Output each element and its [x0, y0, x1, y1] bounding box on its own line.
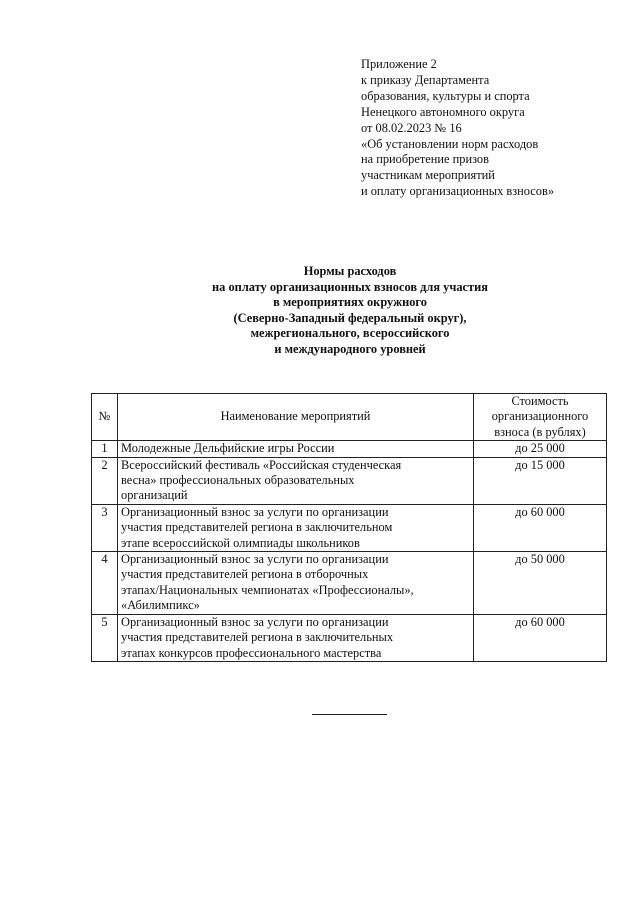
row-cost: до 15 000 [474, 457, 607, 504]
row-number: 4 [92, 552, 118, 615]
end-separator-line [312, 714, 387, 715]
header-cost-line: Стоимость [511, 394, 569, 408]
header-event-name: Наименование мероприятий [118, 394, 474, 441]
title-line: на оплату организационных взносов для участия [212, 279, 488, 294]
table-row [92, 552, 607, 615]
row-number: 3 [92, 504, 118, 551]
appendix-line: к приказу Департамента [361, 72, 490, 87]
row-event-name: Молодежные Дельфийские игры России [118, 441, 474, 457]
appendix-line: участникам мероприятий [361, 168, 495, 183]
header-cost [474, 394, 607, 441]
appendix-line: «Об установлении норм расходов [361, 136, 539, 151]
header-number: № [92, 394, 118, 441]
title-line: Нормы расходов [303, 264, 397, 278]
appendix-line: на приобретение призов [361, 152, 489, 167]
table-row [92, 504, 607, 551]
row-number: 1 [92, 441, 118, 457]
row-cost: до 25 000 [474, 441, 607, 457]
table-row [92, 441, 607, 457]
expense-norms-table [91, 393, 607, 662]
title-line: межрегионального, всероссийского [250, 326, 450, 341]
table-header-row [92, 394, 607, 441]
row-event-name: Организационный взнос за услуги по организации участия представителей региона в заключительных этапах конкурсов профессионального мастерства [118, 614, 474, 661]
title-line: (Северно-Западный федеральный округ), [233, 310, 467, 325]
row-event-name: Организационный взнос за услуги по организации участия представителей региона в заключительном этапе всероссийской олимпиады школьников [118, 504, 474, 551]
appendix-line: образования, культуры и спорта [361, 88, 530, 103]
row-cost: до 60 000 [474, 504, 607, 551]
appendix-line: Ненецкого автономного округа [361, 104, 525, 119]
row-cost: до 60 000 [474, 614, 607, 661]
appendix-line: Приложение 2 [361, 57, 437, 71]
table-row [92, 614, 607, 661]
appendix-line: от 08.02.2023 № 16 [361, 120, 462, 135]
row-event-name: Всероссийский фестиваль «Российская студенческая весна» профессиональных образовательных организаций [118, 457, 474, 504]
row-cost: до 50 000 [474, 552, 607, 615]
header-cost-line: взноса (в рублях) [494, 424, 586, 439]
row-number: 2 [92, 457, 118, 504]
appendix-block [361, 57, 621, 200]
title-line: и международного уровней [274, 341, 426, 356]
title-line: в мероприятиях окружного [273, 295, 427, 310]
document-title [120, 264, 580, 358]
row-number: 5 [92, 614, 118, 661]
header-cost-line: организационного [491, 409, 589, 424]
table-row [92, 457, 607, 504]
row-event-name: Организационный взнос за услуги по организации участия представителей региона в отборочных этапах/Национальных чемпионатах «Профессионалы», «Абилимпикс» [118, 552, 474, 615]
appendix-line: и оплату организационных взносов» [361, 184, 555, 199]
